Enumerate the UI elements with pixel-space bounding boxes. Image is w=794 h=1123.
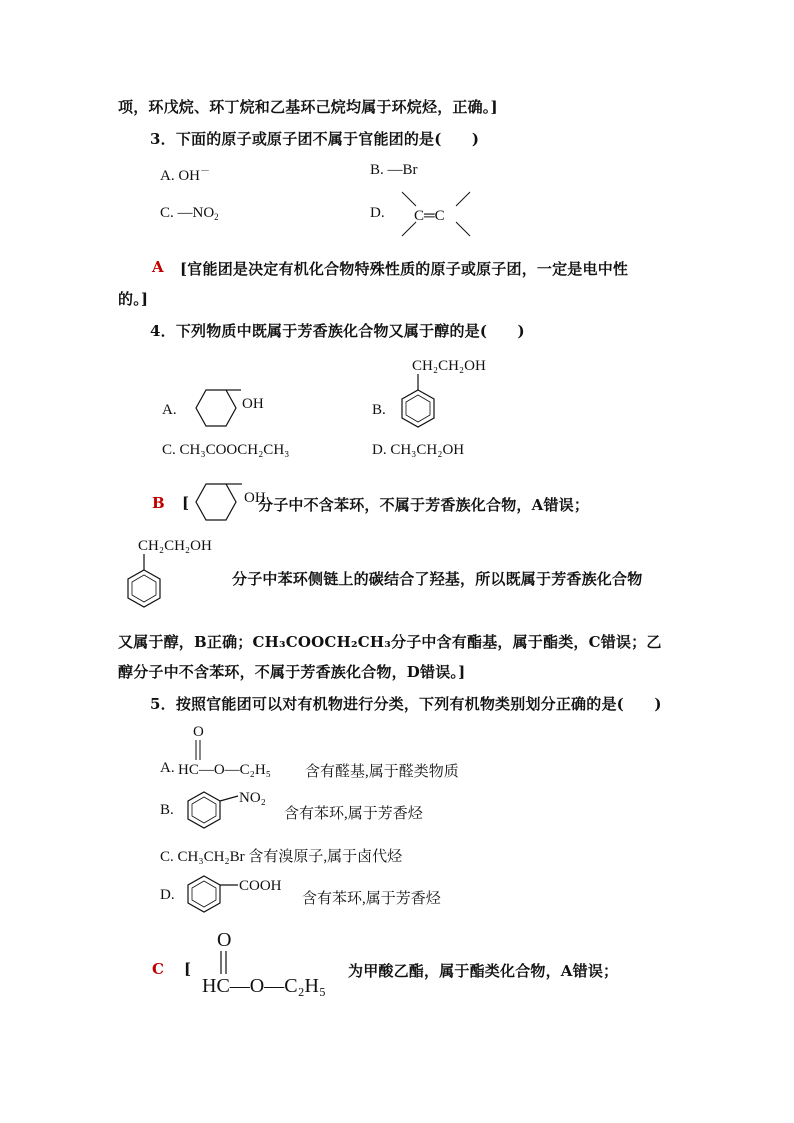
q4-phenylethanol-structure	[396, 352, 526, 432]
q5-option-b-label: B.	[160, 802, 174, 818]
q4-option-d: D. CH₃CH₂OH	[372, 442, 465, 458]
q4-expl-oh-text: OH	[244, 490, 266, 506]
q5-expl-ester-structure	[202, 928, 352, 1002]
q3-explanation-line2: 的。]	[118, 290, 149, 308]
q5-stem: 5．按照官能团可以对有机物进行分类，下列有机物类别划分正确的是( )	[150, 695, 662, 713]
q3-alkene-formula: C═C	[414, 208, 445, 224]
q5-b-nitrobenzene-structure	[186, 790, 286, 834]
top-line: 项，环戊烷、环丁烷和乙基环己烷均属于环烷烃，正确。]	[118, 98, 498, 116]
q4-a-oh-text: OH	[242, 396, 264, 412]
q4-explanation-line4: 醇分子中不含苯环，不属于芳香族化合物，D错误。]	[118, 663, 466, 681]
q5-a-o-text: O	[193, 724, 204, 740]
q3-option-a: A. OH－	[160, 166, 210, 184]
q3-alkene-structure	[398, 188, 478, 238]
q4-stem: 4．下列物质中既属于芳香族化合物又属于醇的是( )	[150, 322, 525, 340]
q4-explanation-line3: 又属于醇，B正确；CH₃COOCH₂CH₃分子中含有酯基，属于酯类，C错误；乙	[118, 633, 662, 651]
q5-a-formula-text: HC—O—C₂H₅	[178, 762, 271, 778]
q4-answer: B	[152, 494, 165, 512]
q3-stem: 3．下面的原子或原子团不属于官能团的是( )	[150, 130, 480, 148]
q5-answer: C	[152, 960, 164, 978]
q3-option-d: D.	[370, 205, 385, 221]
q5-b-no2-text: NO₂	[239, 790, 266, 806]
q5-option-d-label: D.	[160, 887, 175, 903]
q5-option-a-text: 含有醛基,属于醛类物质	[305, 764, 459, 780]
q4-explanation-line2: 分子中苯环侧链上的碳结合了羟基，所以既属于芳香族化合物	[232, 570, 643, 588]
q4-b-chain-text: CH₂CH₂OH	[412, 358, 486, 374]
q5-explanation-line1: 为甲酸乙酯，属于酯类化合物，A错误；	[348, 962, 619, 980]
q5-bracket: [	[184, 960, 192, 978]
q5-option-d-text: 含有苯环,属于芳香烃	[302, 891, 441, 907]
q4-explanation-line1: 分子中不含苯环，不属于芳香族化合物，A错误；	[258, 496, 590, 514]
q5-option-c: C. CH₃CH₂Br 含有溴原子,属于卤代烃	[160, 849, 403, 865]
q5-option-b-text: 含有苯环,属于芳香烃	[284, 806, 423, 822]
q4-bracket: [	[182, 494, 190, 512]
q3-answer: A	[152, 258, 164, 276]
q4-expl-chain-text: CH₂CH₂OH	[138, 538, 212, 554]
q5-expl-o-text: O	[217, 929, 232, 951]
q4-option-a-label: A.	[162, 402, 177, 418]
q5-a-ester-structure	[178, 722, 308, 780]
q3-option-c: C. $—NO_2$	[160, 205, 219, 222]
q4-cyclohexanol-structure	[186, 388, 276, 436]
q5-d-cooh-text: COOH	[239, 878, 282, 894]
q4-option-c: C. CH₃COOCH₂CH₃	[162, 442, 290, 458]
q5-option-a-label: A.	[160, 760, 175, 776]
q3-explanation-line1: [官能团是决定有机化合物特殊性质的原子或原子团，一定是电中性	[180, 260, 629, 278]
q3-option-b: B. —Br	[370, 162, 418, 178]
q4-option-b-label: B.	[372, 402, 386, 418]
q5-expl-formula-text: HC—O—C₂H₅	[202, 975, 326, 997]
q5-d-benzoic-acid-structure	[186, 874, 306, 918]
